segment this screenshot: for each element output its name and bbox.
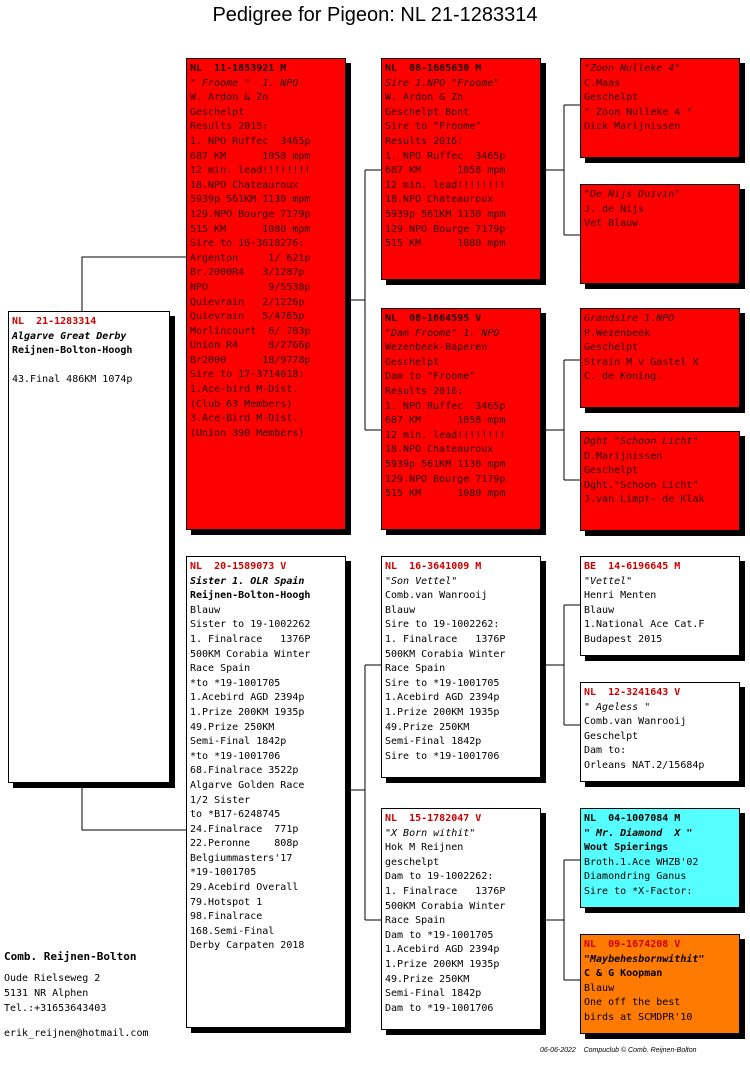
pedigree-text-line: 1.Prize 200KM 1935p xyxy=(385,706,500,718)
pedigree-box-sire xyxy=(186,58,346,530)
pedigree-text-line: 12 min. lead!!!!!!!! xyxy=(385,179,506,191)
pedigree-text-line: Broth.1.Ace WHZB'02 xyxy=(584,856,699,868)
pedigree-text-line: Geschelpt Bont xyxy=(385,106,470,118)
pedigree-box-sds xyxy=(580,308,740,408)
pedigree-text-line: 22.Peronne 808p xyxy=(190,838,299,850)
pedigree-text-line: 49.Prize 250KM xyxy=(385,973,470,985)
pedigree-text-line: Morlincourt 6/ 703p xyxy=(190,325,311,337)
pedigree-box-dam-sire xyxy=(381,556,541,778)
pedigree-text-line: Sire to *19-1001706 xyxy=(385,750,500,762)
pedigree-text-line: " Mr. Diamond X " xyxy=(584,827,693,839)
ring-number: NL 08-1664595 V xyxy=(385,313,482,324)
pedigree-text-line: C. de Koning. xyxy=(584,371,663,383)
pedigree-text-line: 18.NPO Chateauroux xyxy=(190,179,299,191)
pedigree-text-line xyxy=(12,359,166,374)
pedigree-text-line: "Dam Froome" 1. NPO xyxy=(385,327,500,339)
footer-credit: 06-06-2022 Compuclub © Comb. Reijnen-Bolton xyxy=(540,1047,697,1054)
pedigree-text-line: Comb.van Wanrooij xyxy=(584,716,687,728)
pedigree-text-line: (Union 390 Members) xyxy=(190,427,305,439)
pedigree-text-line: Sister to 19-1002262 xyxy=(190,619,311,631)
pedigree-text-line: W. Ardon & Zn xyxy=(385,92,464,104)
pedigree-text-line: 687 KM 1058 mpm xyxy=(190,150,311,162)
ring-number: NL 08-1665630 M xyxy=(385,63,482,74)
pedigree-text-line: 1.National Ace Cat.F xyxy=(584,619,705,631)
pedigree-text-line: Geschelpt xyxy=(190,106,245,118)
breeder-address-line: 5131 NR Alphen xyxy=(4,988,89,999)
pedigree-text-line: Blauw xyxy=(584,604,615,616)
pedigree-text-line: 1. NPO Ruffec 3465p xyxy=(385,400,506,412)
pedigree-text-line: Geschelpt xyxy=(584,730,639,742)
pedigree-text-line: Sire to 19-1002262: xyxy=(385,619,500,631)
pedigree-text-line: 49.Prize 250KM xyxy=(385,721,470,733)
pedigree-text-line: Dam to *19-1001706 xyxy=(385,1002,494,1014)
pedigree-text-line: Wezenbeek-Baperen xyxy=(385,342,488,354)
pedigree-text-line: Dam to "Froome" xyxy=(385,371,476,383)
pedigree-text-line: Dam to: xyxy=(584,745,627,757)
pedigree-text-line: Results 2016: xyxy=(385,385,464,397)
pedigree-text-line: Strain M v Gastel X xyxy=(584,356,699,368)
pedigree-text-line: geschelpt xyxy=(385,856,440,868)
pedigree-text-line: Dght "Schoon Licht" xyxy=(584,436,699,447)
ring-number: NL 12-3241643 V xyxy=(584,687,681,698)
pedigree-text-line: "Maybehesbornwithit" xyxy=(584,953,705,965)
pedigree-text-line: 1.Acebird AGD 2394p xyxy=(190,692,305,704)
breeder-address-line: Oude Rielseweg 2 xyxy=(4,973,101,984)
pedigree-text-line: 68.Finalrace 3522p xyxy=(190,765,299,777)
page-title: Pedigree for Pigeon: NL 21-1283314 xyxy=(212,4,538,26)
pedigree-text-line: Diamondring Ganus xyxy=(584,871,687,883)
pedigree-text-line: Results 2016: xyxy=(385,135,464,147)
pedigree-text-line: 5939p 561KM 1130 mpm xyxy=(385,208,506,220)
pedigree-text-line: 12 min. lead!!!!!!!! xyxy=(385,429,506,441)
pedigree-text-line: Reijnen-Bolton-Hoogh xyxy=(12,345,133,357)
pedigree-text-line: Argenton 1/ 621p xyxy=(190,252,311,264)
pedigree-text-line: Geschelpt xyxy=(385,356,440,368)
pedigree-text-line: *to *19-1001705 xyxy=(190,677,281,689)
pedigree-text-line: 1. Finalrace 1376P xyxy=(190,633,311,645)
pedigree-text-line: 129.NPO Bourge 7179p xyxy=(385,473,506,485)
pedigree-text-line: W. Ardon & Zn xyxy=(190,92,269,104)
pedigree-text-line: 1.Ace-bird M-Dist. xyxy=(190,384,299,396)
pedigree-text-line: 515 KM 1080 mpm xyxy=(385,238,506,250)
pedigree-text-line: 5939p 561KM 1130 mpm xyxy=(190,194,311,206)
pedigree-text-line: Algarve Golden Race xyxy=(190,779,305,791)
pedigree-text-line: 1/2 Sister xyxy=(190,794,251,806)
pedigree-text-line: 515 KM 1080 mpm xyxy=(385,488,506,500)
pedigree-box-ssd xyxy=(580,184,740,284)
ring-number: NL 21-1283314 xyxy=(12,316,97,327)
pedigree-text-line: 5939p 561KM 1130 mpm xyxy=(385,458,506,470)
pedigree-text-line: Geschelpt xyxy=(584,342,639,354)
pedigree-text-line: " Froome " 1. NPO xyxy=(190,77,299,89)
pedigree-text-line: 12 min. lead!!!!!!!! xyxy=(190,165,311,177)
pedigree-text-line: 1.Acebird AGD 2394p xyxy=(385,692,500,704)
breeder-name: Comb. Reijnen-Bolton xyxy=(4,950,137,963)
pedigree-text-line: Reijnen-Bolton-Hoogh xyxy=(190,590,311,602)
pedigree-text-line: Sire to 17-3714018: xyxy=(190,369,305,381)
pedigree-text-line: Dght."Schoon Licht" xyxy=(584,479,699,491)
pedigree-text-line: Belgiummasters'17 xyxy=(190,852,293,864)
pedigree-text-line: C & G Koopman xyxy=(584,968,663,980)
pedigree-text-line: 500KM Corabia Winter xyxy=(190,648,311,660)
pedigree-text-line: Sire to 16-3618276: xyxy=(190,238,305,250)
pedigree-text-line: 687 KM 1058 mpm xyxy=(385,415,506,427)
pedigree-text-line: Race Spain xyxy=(385,915,446,927)
pedigree-text-line: 1.Prize 200KM 1935p xyxy=(385,958,500,970)
pedigree-box-dam xyxy=(186,556,346,1028)
pedigree-text-line: 3.Ace-Bird M-Dist. xyxy=(190,413,299,425)
pedigree-text-line: Geschelpt xyxy=(584,465,639,477)
pedigree-text-line: NPO 9/5538p xyxy=(190,281,311,293)
pedigree-text-line: 29.Acebird Overall xyxy=(190,882,299,894)
pedigree-text-line: Hok M Reijnen xyxy=(385,842,464,854)
ring-number: NL 04-1007084 M xyxy=(584,813,681,824)
pedigree-text-line: Dam to 19-1002262: xyxy=(385,871,494,883)
pedigree-text-line: Blauw xyxy=(584,982,615,994)
pedigree-text-line: Race Spain xyxy=(190,663,251,675)
ring-number: NL 16-3641009 M xyxy=(385,561,482,572)
pedigree-text-line: C.Maas xyxy=(584,77,621,89)
pedigree-text-line: Grandsire 1.NPO xyxy=(584,313,675,324)
pedigree-text-line: Geschelpt xyxy=(584,92,639,104)
pedigree-text-line: J. de Nijs xyxy=(584,203,645,215)
pedigree-text-line: 1.Prize 200KM 1935p xyxy=(190,706,305,718)
pedigree-text-line: J.van Limpt- de Klak xyxy=(584,494,705,506)
breeder-phone: Tel.:+31653643403 xyxy=(4,1003,107,1014)
breeder-info xyxy=(4,950,149,1039)
pedigree-text-line: 49.Prize 250KM xyxy=(190,721,275,733)
pedigree-text-line: 1. NPO Ruffec 3465p xyxy=(385,150,506,162)
pedigree-text-line: "De Nijs Duivin" xyxy=(584,189,681,200)
pedigree-text-line: 24.Finalrace 771p xyxy=(190,823,299,835)
pedigree-text-line: to *B17-6248745 xyxy=(190,809,281,821)
pedigree-text-line: (Club 63 Members) xyxy=(190,398,293,410)
pedigree-text-line: Henri Menten xyxy=(584,590,657,602)
ring-number: BE 14-6196645 M xyxy=(584,561,681,572)
pedigree-text-line: Sire 1.NPO "Froome" xyxy=(385,77,500,89)
pedigree-text-line: 98.Finalrace xyxy=(190,911,263,923)
pedigree-text-line: 18.NPO Chateauroux xyxy=(385,194,494,206)
pedigree-box-sire-sire xyxy=(381,58,541,280)
pedigree-text-line: " Ageless " xyxy=(584,701,651,713)
pedigree-text-line: 515 KM 1080 mpm xyxy=(190,223,311,235)
pedigree-text-line: 1. Finalrace 1376P xyxy=(385,885,506,897)
pedigree-text-line: Semi-Final 1842p xyxy=(190,736,287,748)
pedigree-text-line: Br2000 18/9778p xyxy=(190,354,311,366)
pedigree-text-line: Sire to *19-1001705 xyxy=(385,677,500,689)
pedigree-text-line: Comb.van Wanrooij xyxy=(385,590,488,602)
pedigree-text-line: 500KM Corabia Winter xyxy=(385,900,506,912)
ring-number: NL 20-1589073 V xyxy=(190,561,287,572)
pedigree-box-subject xyxy=(8,311,170,783)
pedigree-box-dam-dam xyxy=(381,808,541,1030)
pedigree-text-line: 687 KM 1058 mpm xyxy=(385,165,506,177)
pedigree-text-line: Semi-Final 1842p xyxy=(385,988,482,1000)
pedigree-text-line: 500KM Corabia Winter xyxy=(385,648,506,660)
pedigree-text-line: 1. NPO Ruffec 3465p xyxy=(190,135,311,147)
pedigree-text-line: " Zoon Nulleke 4 " xyxy=(584,106,693,118)
pedigree-text-line: Dam to *19-1001705 xyxy=(385,929,494,941)
pedigree-text-line: Sister 1. OLR Spain xyxy=(190,575,305,587)
pedigree-text-line: Results 2015: xyxy=(190,121,269,133)
pedigree-box-dsd xyxy=(580,682,740,782)
pedigree-text-line: Sire to *X-Factor: xyxy=(584,885,693,897)
pedigree-box-dds xyxy=(580,808,740,908)
pedigree-text-line: 43.Final 486KM 1074p xyxy=(12,374,133,386)
ring-number: NL 15-1782047 V xyxy=(385,813,482,824)
pedigree-text-line: One off the best xyxy=(584,997,681,1009)
pedigree-box-dss xyxy=(580,556,740,656)
pedigree-text-line: "X Born withit" xyxy=(385,827,476,839)
pedigree-text-line: *19-1001705 xyxy=(190,867,257,879)
pedigree-text-line: D.Marijnissen xyxy=(584,450,663,462)
pedigree-text-line: 129.NPO Bourge 7179p xyxy=(190,208,311,220)
pedigree-text-line: Vet Blauw xyxy=(584,218,639,230)
pedigree-text-line: P.Wezenbeek xyxy=(584,327,651,339)
pedigree-text-line: Derby Carpaten 2018 xyxy=(190,940,305,952)
pedigree-box-sss xyxy=(580,58,740,158)
pedigree-text-line: 1. Finalrace 1376P xyxy=(385,633,506,645)
pedigree-text-line: Sire to "Froome" xyxy=(385,121,482,133)
ring-number: NL 09-1674208 V xyxy=(584,939,681,950)
pedigree-text-line: Budapest 2015 xyxy=(584,633,663,645)
pedigree-text-line: Union R4 8/2766p xyxy=(190,340,311,352)
pedigree-text-line: Race Spain xyxy=(385,663,446,675)
ring-number: NL 11-1853921 M xyxy=(190,63,287,74)
pedigree-text-line: Semi-Final 1842p xyxy=(385,736,482,748)
breeder-email: erik_reijnen@hotmail.com xyxy=(4,1028,149,1039)
pedigree-text-line: *to *19-1001706 xyxy=(190,750,281,762)
pedigree-text-line: Algarve Great Derby xyxy=(12,330,127,342)
pedigree-text-line: Orleans NAT.2/15684p xyxy=(584,759,705,771)
pedigree-text-line: 1.Acebird AGD 2394p xyxy=(385,944,500,956)
pedigree-text-line: Dick Marijnissen xyxy=(584,121,681,133)
pedigree-text-line: 79.Hotspot 1 xyxy=(190,896,263,908)
pedigree-text-line: Blauw xyxy=(190,604,221,616)
pedigree-text-line: 18.NPO Chateauroux xyxy=(385,444,494,456)
pedigree-text-line: birds at SCMDPR'10 xyxy=(584,1011,693,1023)
pedigree-text-line: Quievrain 5/4765p xyxy=(190,311,305,323)
pedigree-box-sire-dam xyxy=(381,308,541,530)
pedigree-text-line: "Vettel" xyxy=(584,575,633,587)
pedigree-text-line: 168.Semi-Final xyxy=(190,925,275,937)
pedigree-box-sdd xyxy=(580,431,740,531)
pedigree-text-line: Quievrain 2/1226p xyxy=(190,296,305,308)
pedigree-text-line: "Zoon Nulleke 4" xyxy=(584,63,681,74)
pedigree-box-ddd xyxy=(580,934,740,1034)
pedigree-text-line: "Son Vettel" xyxy=(385,575,458,587)
pedigree-text-line: 129.NPO Bourge 7179p xyxy=(385,223,506,235)
pedigree-text-line: Blauw xyxy=(385,604,416,616)
pedigree-text-line: Wout Spierings xyxy=(584,842,669,854)
pedigree-text-line: Br.2000R4 3/1287p xyxy=(190,267,305,279)
